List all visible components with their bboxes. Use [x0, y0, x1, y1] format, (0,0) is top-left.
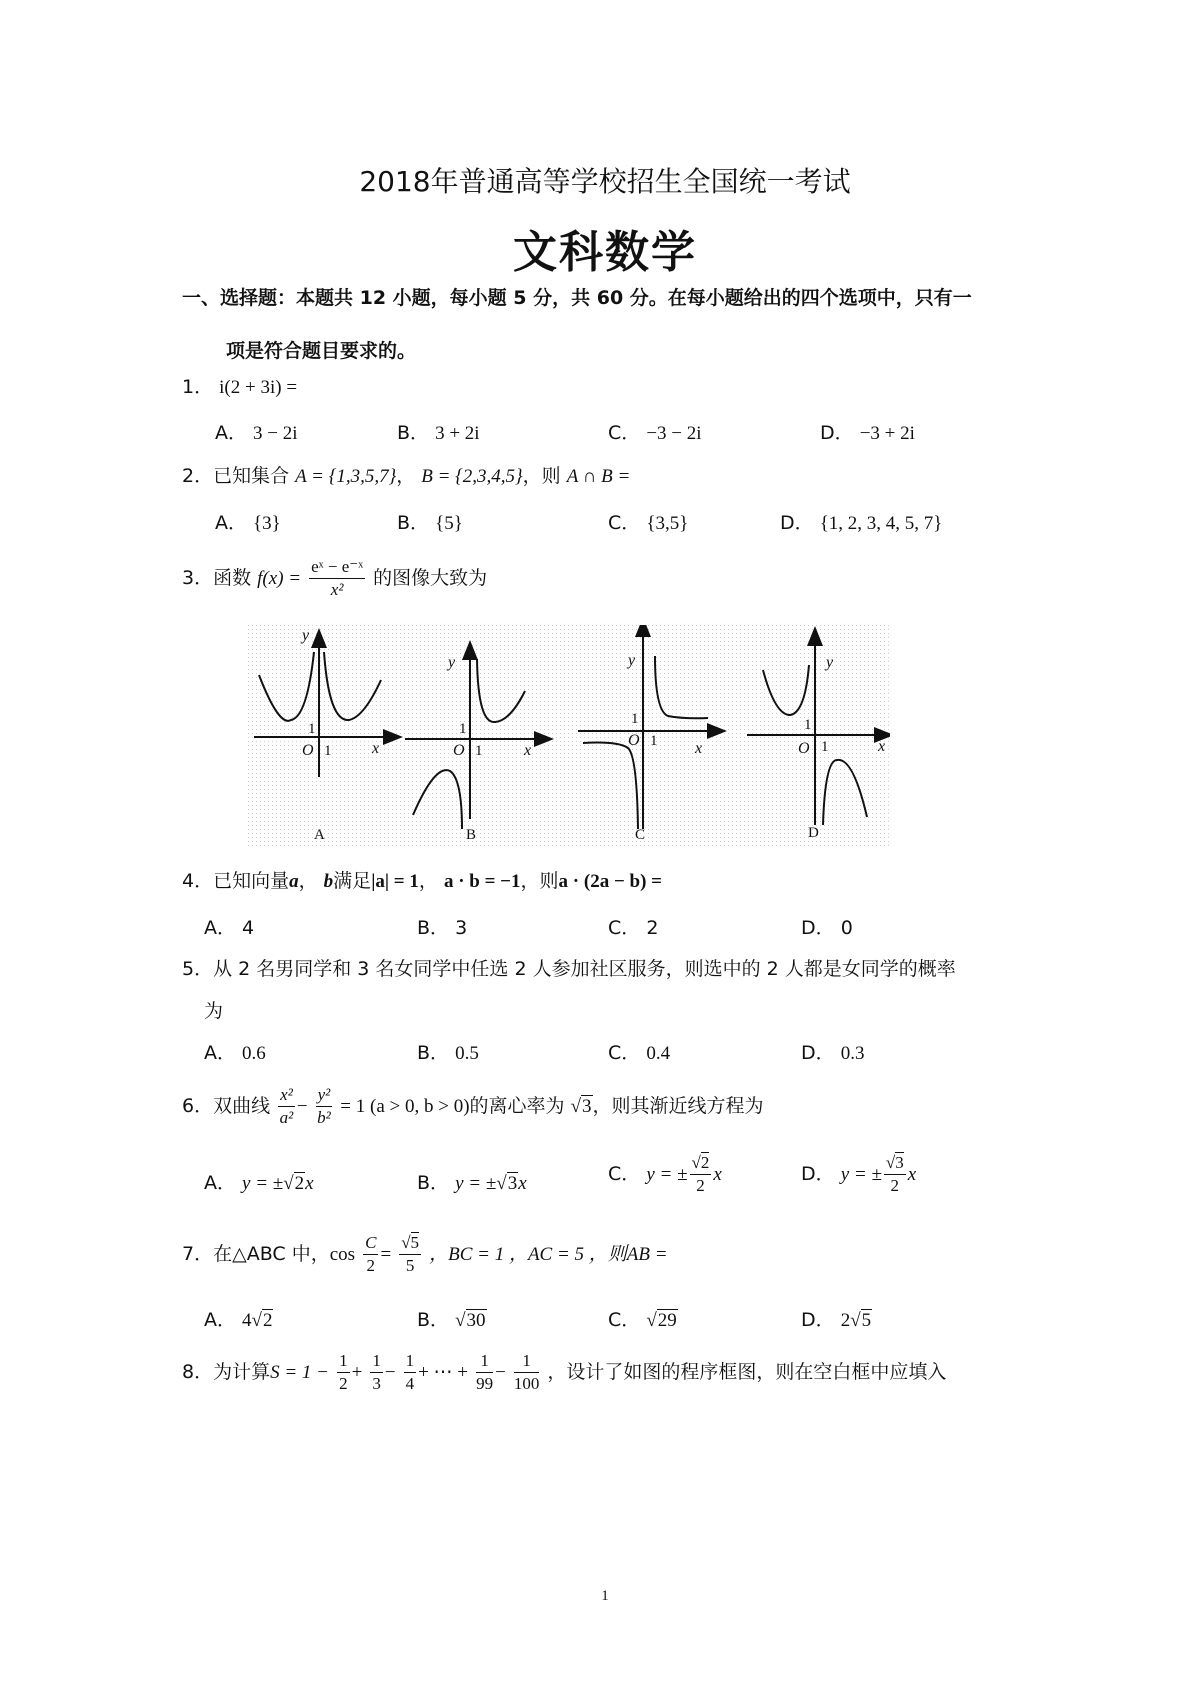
- section-heading: 一、选择题：本题共 12 小题，每小题 5 分，共 60 分。在每小题给出的四个选项中，只有一: [182, 287, 972, 309]
- q4-option-d[interactable]: D． 0: [801, 917, 853, 939]
- graph-label-d: D: [808, 825, 819, 841]
- q7-option-a[interactable]: A． 4√2: [204, 1309, 273, 1331]
- q7-option-b[interactable]: B． √30: [417, 1309, 486, 1331]
- q4-option-b[interactable]: B． 3: [417, 917, 468, 939]
- question-8: 8．为计算S = 1 − $\frac{1}{2}$ + $\frac{1}{3}$ − $\frac{1}{4}$ + ⋯ + $\frac{1}{99}$ − $\frac{1}{100}$ ，设计了如图的程序框图，则在空白框中应填入: [182, 1351, 947, 1393]
- section-heading-cont: 项是符合题目要求的。: [226, 340, 417, 362]
- q2-option-a[interactable]: A． {3}: [215, 512, 281, 534]
- question-3: 3．函数 f(x) = $\frac{\text{eˣ − e⁻ˣ}}{\text{x²}}$ 的图像大致为: [182, 557, 488, 599]
- svg-text:y: y: [826, 654, 834, 671]
- question-2: 2．已知集合 A = {1,3,5,7}， B = {2,3,4,5}，则 A ∩ B =: [182, 465, 631, 487]
- svg-text:x: x: [524, 742, 532, 759]
- q6-option-b[interactable]: B． y = ±√3x: [417, 1172, 527, 1194]
- svg-text:1: 1: [324, 743, 332, 759]
- q2-option-b[interactable]: B． {5}: [397, 512, 463, 534]
- svg-text:1: 1: [459, 721, 467, 737]
- svg-text:O: O: [302, 742, 314, 759]
- graph-label-a: A: [314, 827, 325, 843]
- q6-option-a[interactable]: A． y = ±√2x: [204, 1172, 314, 1194]
- q7-option-c[interactable]: C． √29: [608, 1309, 677, 1331]
- svg-text:x: x: [695, 740, 703, 757]
- q7-option-d[interactable]: D． 2√5: [801, 1309, 872, 1331]
- exam-title: 2018年普通高等学校招生全国统一考试: [359, 165, 851, 198]
- svg-text:y: y: [448, 654, 456, 671]
- q2-option-c[interactable]: C． {3,5}: [608, 512, 689, 534]
- function-graphs: [248, 625, 890, 847]
- question-5-cont: 为: [204, 1000, 224, 1022]
- set-b: B = {2,3,4,5}: [421, 466, 523, 487]
- graph-label-b: B: [466, 827, 477, 843]
- svg-text:1: 1: [308, 721, 316, 737]
- q5-option-b[interactable]: B． 0.5: [417, 1042, 479, 1064]
- sqrt: √3: [570, 1096, 592, 1117]
- fraction: $\frac{\text{eˣ − e⁻ˣ}}{\text{x²}}$: [311, 557, 364, 599]
- q5-option-c[interactable]: C． 0.4: [608, 1042, 671, 1064]
- q5-option-d[interactable]: D． 0.3: [801, 1042, 865, 1064]
- svg-text:x: x: [878, 738, 886, 755]
- svg-text:1: 1: [475, 743, 483, 759]
- graph-label-c: C: [635, 827, 646, 843]
- svg-text:1: 1: [650, 733, 658, 749]
- svg-text:y: y: [302, 627, 310, 644]
- q1-option-c[interactable]: C． −3 − 2i: [608, 422, 702, 444]
- page-number: 1: [601, 1588, 609, 1604]
- q1-option-d[interactable]: D． −3 + 2i: [820, 422, 915, 444]
- set-a: A = {1,3,5,7}: [295, 466, 397, 487]
- question-5: 5．从 2 名男同学和 3 名女同学中任选 2 人参加社区服务，则选中的 2 人都是女同学的概率: [182, 958, 956, 980]
- svg-text:O: O: [628, 732, 640, 749]
- svg-text:O: O: [453, 742, 465, 759]
- svg-text:x: x: [372, 740, 380, 757]
- q4-option-c[interactable]: C． 2: [608, 917, 659, 939]
- svg-text:1: 1: [804, 717, 812, 733]
- question-ask: A ∩ B =: [566, 466, 631, 487]
- q2-option-d[interactable]: D． {1, 2, 3, 4, 5, 7}: [780, 512, 943, 534]
- svg-text:1: 1: [821, 739, 829, 755]
- question-stem: i(2 + 3i) =: [219, 377, 298, 398]
- q1-option-b[interactable]: B． 3 + 2i: [397, 422, 480, 444]
- svg-text:O: O: [798, 740, 810, 757]
- question-1: [182, 372, 297, 399]
- subject-title: 文科数学: [513, 227, 697, 278]
- question-4: 4．已知向量a， b满足|a| = 1， a · b = −1，则a · (2a − b) =: [182, 870, 662, 892]
- question-number: 1．: [182, 376, 214, 398]
- q5-option-a[interactable]: A． 0.6: [204, 1042, 266, 1064]
- svg-text:y: y: [628, 652, 636, 669]
- q4-option-a[interactable]: A． 4: [204, 917, 255, 939]
- q1-option-a[interactable]: A． 3 − 2i: [215, 422, 298, 444]
- svg-text:1: 1: [631, 711, 639, 727]
- question-6: 6．双曲线 $\frac{\text{x²}}{\text{a²}}$ − $\frac{\text{y²}}{\text{b²}}$ = 1 (a > 0, b > 0)的离心率为 √3，则其渐近线方程为: [182, 1085, 764, 1127]
- q6-option-d[interactable]: D． y = ± $\frac{√3}{2}$ x: [801, 1153, 917, 1195]
- q6-option-c[interactable]: C． y = ± $\frac{√2}{2}$ x: [608, 1153, 722, 1195]
- question-7: 7．在△ABC 中，cos $\frac{C}{2}$ = $\frac{√5}{5}$ ，BC = 1 ，AC = 5 ，则AB =: [182, 1233, 668, 1275]
